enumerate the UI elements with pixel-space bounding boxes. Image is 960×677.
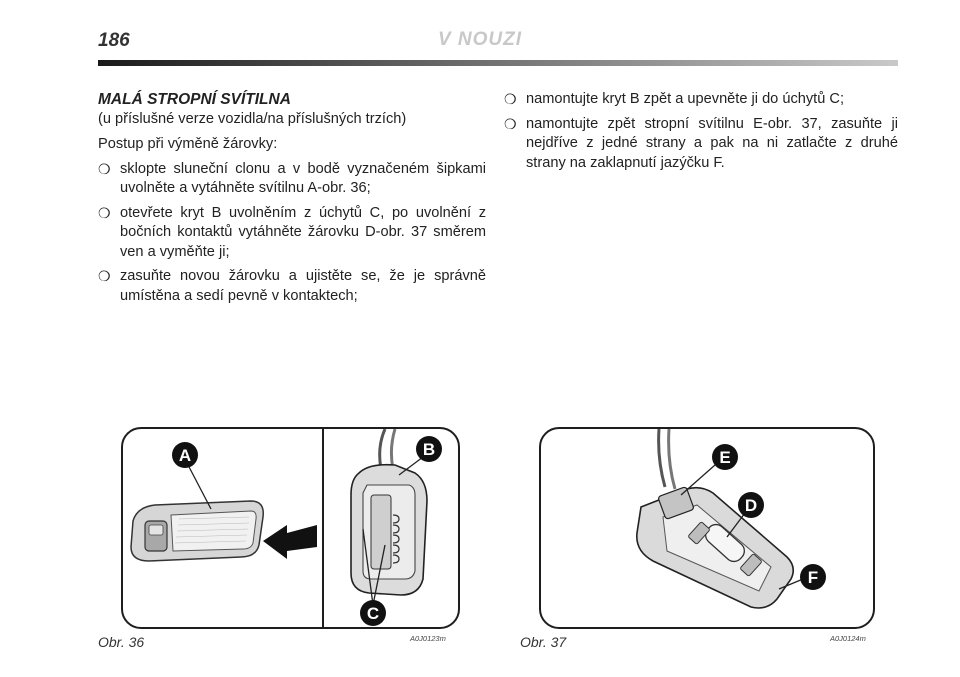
list-item-text: zasuňte novou žárovku a ujistěte se, že je správně umístěna a sedí pevně v kontaktech;	[120, 268, 486, 304]
label-e: E	[719, 448, 731, 467]
label-f: F	[807, 568, 819, 587]
wire	[380, 429, 385, 469]
figure-37-illustration	[541, 429, 873, 627]
label-b: B	[422, 440, 436, 459]
push-arrow-icon	[263, 525, 317, 559]
section-heading: MALÁ STROPNÍ SVÍTILNA	[98, 91, 291, 108]
list-item	[98, 267, 486, 306]
list-item	[504, 90, 898, 110]
right-column	[504, 90, 898, 173]
list-item-text: sklopte sluneční clonu a v bodě vyznačeném šipkami uvolněte a vytáhněte svítilnu A-obr. 36;	[120, 160, 486, 196]
list-item	[504, 115, 898, 174]
figure-37	[539, 427, 875, 629]
figure-panel-divider	[322, 429, 324, 627]
section-subheading: (u příslušné verze vozidla/na příslušných trzích)	[98, 110, 407, 127]
figure-37-caption: Obr. 37	[520, 634, 567, 650]
list-item	[98, 160, 486, 199]
label-d: D	[744, 496, 758, 515]
list-item-text: namontujte zpět stropní svítilnu E-obr. 37, zasuňte ji nejdříve z jedné strany a pak na ni zatlačte z druhé strany na zaklapnutí jazýčku F.	[526, 115, 898, 171]
header-rule	[98, 60, 898, 66]
list-item	[98, 204, 486, 263]
wire	[659, 429, 665, 487]
running-title: V NOUZI	[437, 29, 523, 50]
figure-36-caption: Obr. 36	[98, 634, 145, 650]
page-number: 186	[98, 30, 130, 51]
label-a: A	[178, 446, 192, 465]
figure-36	[121, 427, 460, 629]
label-c: C	[366, 604, 380, 623]
list-item-text: otevřete kryt B uvolněním z úchytů C, po uvolnění z bočních kontaktů vytáhněte žárovku D-obr. 37 směrem ven a vyměňte ji;	[120, 204, 486, 260]
bullet-icon: ❍	[98, 204, 111, 221]
list-item-text: namontujte kryt B zpět a upevněte ji do úchytů C;	[526, 91, 844, 107]
figure-36-code: A0J0123m	[410, 634, 446, 643]
bullet-icon: ❍	[504, 115, 517, 132]
bullet-icon: ❍	[504, 91, 517, 107]
bullet-icon: ❍	[98, 268, 111, 284]
procedure-intro: Postup při výměně žárovky:	[98, 136, 278, 152]
figure-37-code: A0J0124m	[830, 634, 866, 643]
bullet-icon: ❍	[98, 160, 111, 177]
left-column	[98, 90, 486, 306]
figure-36-illustration	[123, 429, 458, 627]
